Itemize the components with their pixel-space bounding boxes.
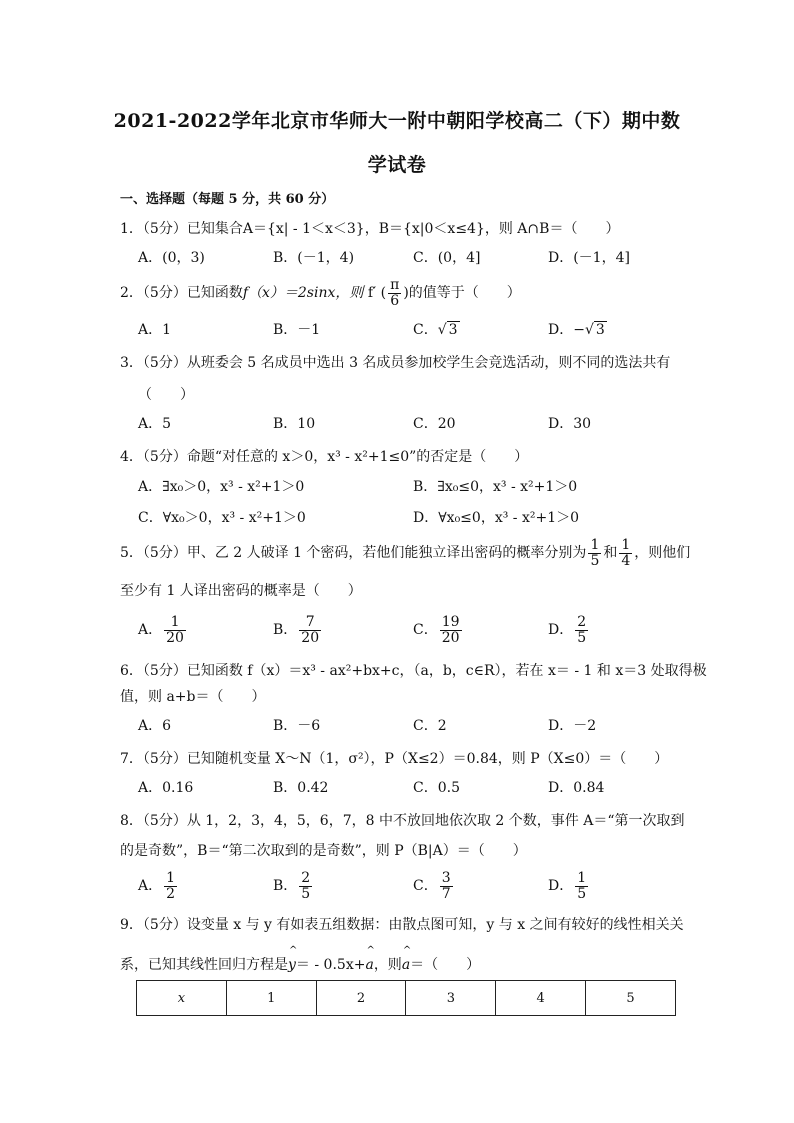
q1-option-a: A．(0，3) [138, 250, 205, 266]
question-8: 8．（5分）从 1，2，3，4，5，6，7，8 中不放回地依次取 2 个数，事件 A＝“第一次取到 [120, 813, 685, 829]
q7-options [138, 773, 698, 803]
question-9: 9．（5分）设变量 x 与 y 有如表五组数据：由散点图可知，y 与 x 之间有较好的线性相关关 [120, 917, 684, 933]
q2-fraction [388, 278, 401, 308]
q7-option-a: A．0.16 [138, 780, 194, 796]
q2-option-c: C．√ 3 [413, 315, 460, 345]
q6-option-b: B．－6 [273, 718, 321, 734]
q2-fprime: f′ [367, 285, 377, 302]
q2-option-d: D．−√ 3 [548, 315, 607, 345]
q8-option-a: A． $\frac{1}{2}$ [138, 869, 176, 902]
q4-option-b: B．∃x₀≤0，x³ - x²+1＞0 [413, 479, 578, 495]
q7-option-d: D．0.84 [548, 780, 605, 796]
q3-option-c: C．20 [413, 416, 456, 432]
fraction: $\frac{1}{2}$ [166, 869, 176, 902]
table-cell: 2 [316, 981, 406, 1016]
question-2: 2．（5分）已知函数f（x）＝2sinx，则 f′ ( $\frac{\pi}{6}$ )的值等于（ ） [120, 277, 521, 309]
table-cell: 5 [586, 981, 676, 1016]
q3-option-d: D．30 [548, 416, 592, 432]
q7-option-c: C．0.5 [413, 780, 460, 796]
q8-options [138, 866, 698, 906]
q6-line2: 值，则 a+b＝（ ） [120, 689, 266, 705]
question-3: 3．（5分）从班委会 5 名成员中选出 3 名成员参加校学生会竞选活动，则不同的选法共有 [120, 355, 671, 371]
q1-text: A＝{x| - 1＜x＜3}，B＝{x|0＜x≤4}，则 A∩B＝（ ） [242, 221, 620, 237]
q2-frac-den: 6 [390, 292, 400, 309]
q9-data-table [136, 980, 676, 1016]
fraction: $\frac{2}{5}$ [301, 869, 311, 902]
fraction: $\frac{7}{20}$ [301, 613, 320, 646]
fraction: $\frac{19}{20}$ [441, 613, 460, 646]
q5-option-b: B． $\frac{7}{20}$ [273, 613, 320, 646]
question-1 [120, 218, 680, 238]
q3-line2: （ ） [138, 387, 194, 403]
q2-option-b: B．－1 [273, 322, 321, 338]
q4-option-c: C．∀x₀＞0，x³ - x²+1＞0 [138, 510, 306, 526]
q6-option-d: D．－2 [548, 718, 597, 734]
q4-option-d: D．∀x₀≤0，x³ - x²+1＞0 [413, 510, 580, 526]
q5-line2: 至少有 1 人译出密码的概率是（ ） [120, 583, 362, 599]
q9-line2: 系，已知其线性回归方程是^ y＝ - 0.5x+^ a，则^ a＝（ ） [120, 954, 680, 974]
hat-a: ^ a [365, 957, 373, 973]
q5-option-d: D． $\frac{2}{5}$ [548, 613, 587, 646]
q1-option-b: B．(－1，4) [273, 250, 355, 266]
sqrt-icon: √ 3 [437, 322, 458, 338]
q6-option-a: A．6 [138, 718, 172, 734]
q6-option-c: C．2 [413, 718, 447, 734]
q5-option-c: C． $\frac{19}{20}$ [413, 613, 460, 646]
q1-options [138, 243, 698, 273]
q8-option-b: B． $\frac{2}{5}$ [273, 869, 311, 902]
q5-prefix: 5．（5分）甲、乙 2 人破译 1 个密码，若他们能独立译出密码的概率分别为 [120, 545, 587, 562]
q4-options-row2 [138, 503, 698, 533]
q4-option-a: A．∃x₀＞0，x³ - x²+1＞0 [138, 479, 305, 495]
q1-option-c: C．(0，4] [413, 250, 481, 266]
q5-options [138, 610, 698, 650]
q3-option-b: B．10 [273, 416, 316, 432]
q8-option-c: C． $\frac{3}{7}$ [413, 869, 451, 902]
table-cell: 3 [406, 981, 496, 1016]
exam-title-line2: 学试卷 [367, 154, 427, 176]
fraction: $\frac{1}{20}$ [166, 613, 184, 646]
table-row [137, 981, 676, 1016]
hat-y: ^ y [288, 957, 296, 973]
q2-option-a: A．1 [138, 322, 172, 338]
q4-options-row1 [138, 472, 698, 502]
exam-title-line1: 2021-2022学年北京市华师大一附中朝阳学校高二（下）期中数 [113, 110, 681, 132]
question-6: 6．（5分）已知函数 f（x）＝x³ - ax²+bx+c，（a，b，c∈R），若在 x＝ - 1 和 x＝3 处取得极 [120, 663, 707, 679]
q1-prefix: 1．（5分）已知集合 [120, 221, 243, 237]
table-cell: 1 [226, 981, 316, 1016]
q2-suffix: )的值等于（ ） [403, 285, 521, 302]
q7-option-b: B．0.42 [273, 780, 329, 796]
q1-option-d: D．(－1，4] [548, 250, 630, 266]
question-4: 4．（5分）命题“对任意的 x＞0，x³ - x²+1≤0”的否定是（ ） [120, 449, 529, 465]
q5-mid: 和 [603, 545, 618, 562]
q2-fx: f（x）＝2sinx，则 [242, 285, 364, 302]
q8-option-d: D． $\frac{1}{5}$ [548, 869, 587, 902]
q5-option-a: A． $\frac{1}{20}$ [138, 613, 184, 646]
q5-fraction-2: $\frac{1}{4}$ [621, 537, 631, 569]
q5-suffix: ，则他们 [634, 545, 691, 562]
section-heading: 一、选择题（每题 5 分，共 60 分） [120, 192, 335, 207]
q2-frac-num: π [390, 277, 400, 293]
table-cell: x [137, 981, 227, 1016]
fraction: $\frac{3}{7}$ [441, 869, 451, 902]
fraction: $\frac{1}{5}$ [577, 869, 587, 902]
q5-fraction-1: $\frac{1}{5}$ [590, 537, 600, 569]
question-7: 7．（5分）已知随机变量 X～N（1，σ²），P（X≤2）＝0.84，则 P（X≤0）＝（ ） [120, 751, 669, 767]
sqrt-icon: √ 3 [584, 322, 605, 338]
hat-a2: ^ a [402, 957, 410, 973]
q8-line2: 的是奇数”，B＝“第二次取到的是奇数”，则 P（B|A）＝（ ） [120, 843, 527, 859]
fraction: $\frac{2}{5}$ [577, 613, 587, 646]
q3-options [138, 409, 698, 439]
q6-options [138, 711, 698, 741]
question-5 [120, 537, 691, 569]
q3-option-a: A．5 [138, 416, 172, 432]
q2-options [138, 315, 698, 345]
table-cell: 4 [496, 981, 586, 1016]
q2-prefix: 2．（5分）已知函数 [120, 285, 243, 302]
